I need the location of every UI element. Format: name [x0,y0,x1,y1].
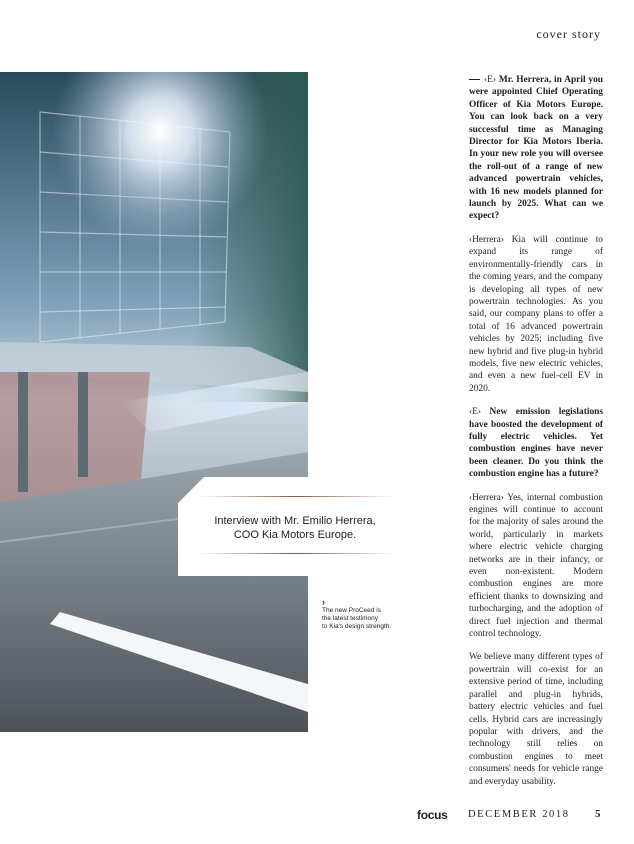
caption-line-2: COO Kia Motors Europe. [233,529,357,541]
photo-note-line-1: The new ProCeed is [322,607,381,614]
caption-bottom-rule [196,553,396,554]
answer-3-text: We believe many different types of powertrain will co-exist for an extensive period of time, including parallel and plug-in hybrids, battery electric vehicles and fuel cells. Hybrid cars are increasingly popular with drivers, and the technology still relies on combustion engines to meet consumers' needs for vehicle range and everyday usability. [469,652,603,787]
cover-photo [0,72,308,732]
section-label: cover story [536,27,601,41]
arrow-right-icon: › [322,597,325,607]
caption-text [178,514,412,542]
page-number: 5 [595,808,601,820]
lead-dash [469,79,480,80]
photo-note-line-2: the latest testimony [322,615,378,622]
photo-note-line-3: to Kia's design strength. [322,623,392,630]
answer-2 [469,492,603,641]
article-body [469,74,603,799]
question-2-text: New emission legislations have boosted the development of fully electric vehicles. Yet combustion engines have never been cleaner. Do you think the combustion engine has a future? [469,407,604,480]
caption-box [178,477,412,576]
question-tag: ‹E› [469,407,481,418]
answer-tag: ‹Herrera› [469,492,504,503]
issue-date: DECEMBER 2018 [468,809,570,820]
caption-line-1: Interview with Mr. Emilio Herrera, [214,515,376,527]
answer-2-text: Yes, internal combustion engines will continue to account for the majority of sales around the world, particularly in markets where electric vehicle charging networks are in their infancy, or even non-existent. Modern combustion engines are more efficient thanks to downsizing and turbocharging, and the adoption of direct fuel injection and thermal control technology. [469,492,603,640]
answer-3 [469,651,603,787]
magazine-logo: focus [417,808,448,822]
question-1 [469,74,603,223]
question-tag: ‹E› [484,75,496,85]
question-2 [469,406,603,480]
page-footer [0,808,634,822]
answer-1-text: Kia will continue to expand its range of environmentally-friendly cars in the coming years, and the company is developing all types of new powertrain technologies. As you said, our company plans to offer a total of 16 advanced powertrain vehicles by 2025; including five new hybrid and five plug-in hybrid models, five new electric vehicles, and even a new fuel-cell EV in 2020. [469,234,603,394]
photo-note [322,598,412,631]
car-motion-image [0,72,308,732]
answer-tag: ‹Herrera› [469,234,504,245]
question-1-text: Mr. Herrera, in April you were appointed Chief Operating Officer of Kia Motors Europe. You can look back on a very successful time as Managing Director for Kia Motors Iberia. In your new role you will oversee the roll-out of a range of new advanced powertrain vehicles, with 16 new models planned for launch by 2025. What can we expect? [469,75,604,222]
answer-1 [469,234,603,395]
caption-top-rule [196,496,396,497]
